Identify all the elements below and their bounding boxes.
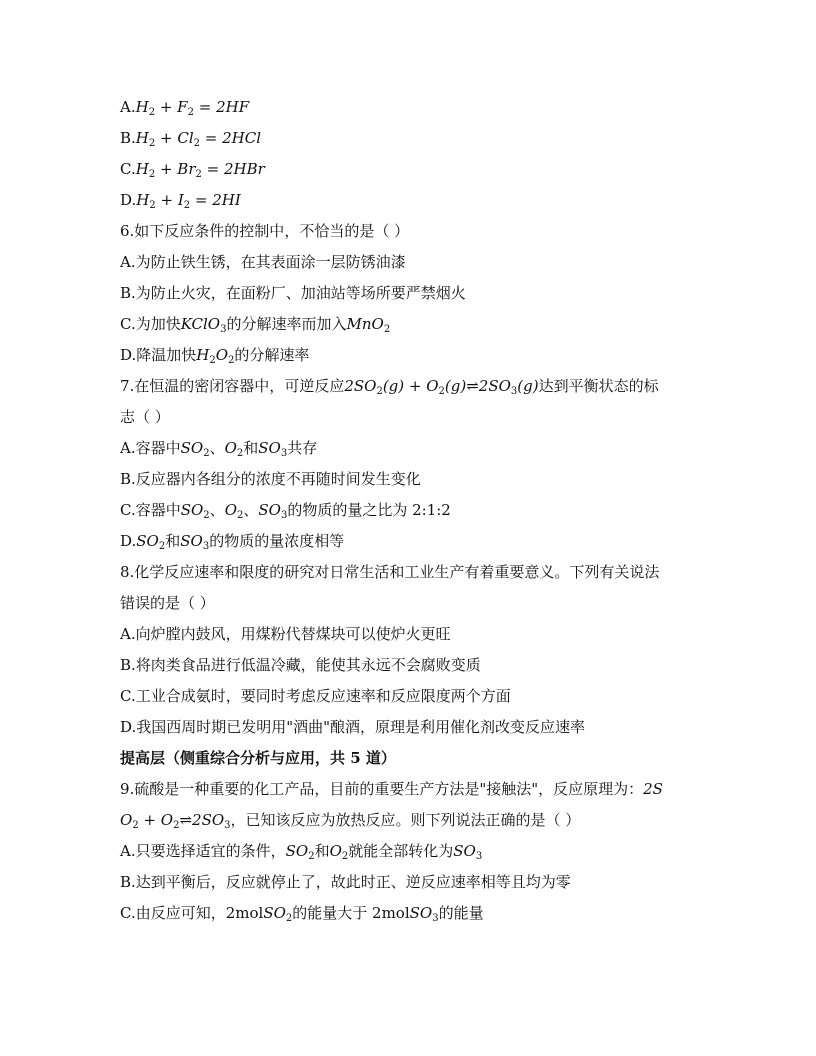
text-line: C.容器中$SO_2$、$O_2$、$SO_3$的物质的量之比为 2:1:2 — [120, 501, 451, 521]
text-line: 9.硫酸是一种重要的化工产品，目前的重要生产方法是"接触法"，反应原理为：2S — [120, 780, 663, 798]
text-line: C.工业合成氨时，要同时考虑反应速率和反应限度两个方面 — [120, 687, 511, 705]
text-line: D.我国西周时期已发明用"酒曲"酿酒，原理是利用催化剂改变反应速率 — [120, 718, 586, 736]
text-line: B.达到平衡后，反应就停止了，故此时正、逆反应速率相等且均为零 — [120, 873, 571, 891]
section-heading: 提高层（侧重综合分析与应用，共 5 道） — [120, 749, 396, 767]
text-line: 志（ ） — [120, 408, 170, 426]
text-line: $C.H_2 + Br_2 = 2HBr$ — [120, 160, 265, 180]
text-line: 6.如下反应条件的控制中，不恰当的是（ ） — [120, 222, 410, 240]
text-line: $D.H_2 + I_2 = 2HI$ — [120, 191, 241, 211]
text-line: $D.SO_2$和$SO_3$的物质的量浓度相等 — [120, 532, 345, 552]
text-line: C.为加快KClO$_3$的分解速率而加入MnO$_2$ — [120, 315, 391, 335]
text-line: 错误的是（ ） — [120, 594, 215, 612]
text-line: $A.H_2 + F_2 = 2HF$ — [120, 98, 250, 118]
text-line: C.由反应可知，2molSO$_2$的能量大于 2molSO$_3$的能量 — [120, 904, 484, 924]
text-line: A.只要选择适宜的条件，$SO_2$和$O_2$就能全部转化为$SO_3$ — [120, 842, 483, 862]
text-line: B.将肉类食品进行低温冷藏，能使其永远不会腐败变质 — [120, 656, 481, 674]
document-page — [120, 92, 700, 929]
text-line: A.向炉膛内鼓风，用煤粉代替煤块可以使炉火更旺 — [120, 625, 451, 643]
text-line: 8.化学反应速率和限度的研究对日常生活和工业生产有着重要意义。下列有关说法 — [120, 563, 660, 581]
text-line: B.反应器内各组分的浓度不再随时间发生变化 — [120, 470, 421, 488]
text-line: D.降温加快$H_2O_2$的分解速率 — [120, 346, 310, 366]
text-line: A.容器中$SO_2$、$O_2$和$SO_3$共存 — [120, 439, 318, 459]
text-line: 7.在恒温的密闭容器中，可逆反应$2SO_2(g)$ + $O_2(g)\rightleftharpoons 2SO_3(g)$达到平衡状态的标 — [120, 377, 659, 397]
text-line: B.为防止火灾，在面粉厂、加油站等场所要严禁烟火 — [120, 284, 466, 302]
text-line: $O_2$ + $O_2\rightleftharpoons 2SO_3$，已知该反应为放热反应。则下列说法正确的是（ ） — [120, 811, 581, 831]
text-line: $B.H_2 + Cl_2 = 2HCl$ — [120, 129, 262, 149]
text-line: A.为防止铁生锈，在其表面涂一层防锈油漆 — [120, 253, 406, 271]
